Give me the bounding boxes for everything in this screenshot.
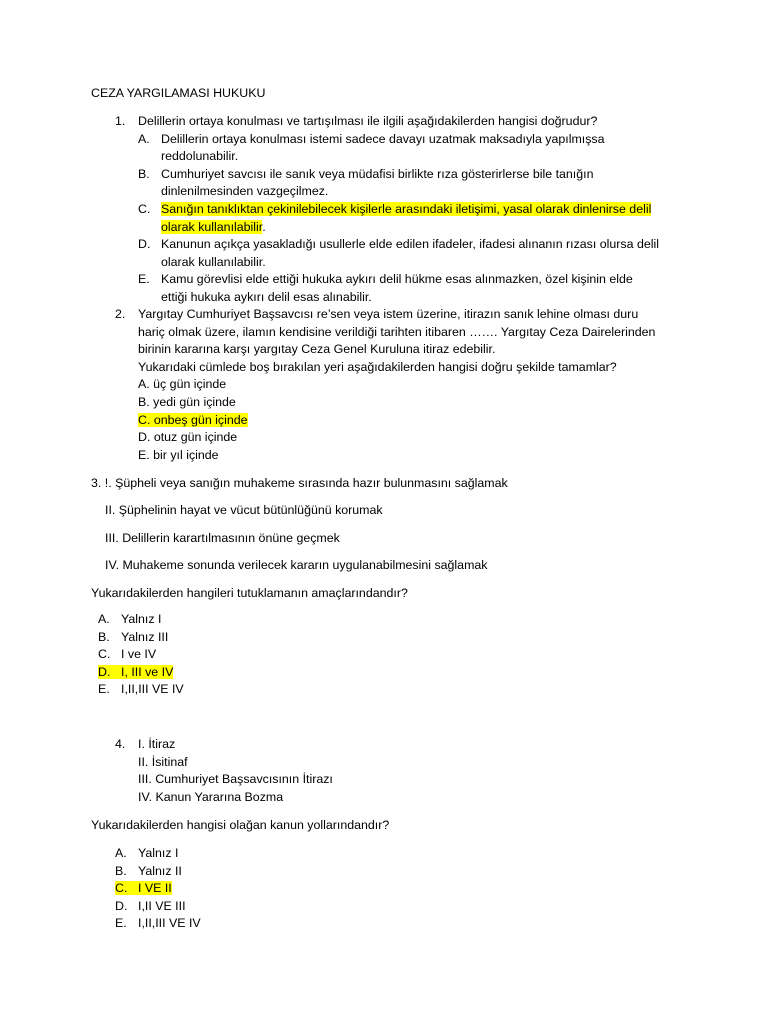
highlighted-answer: Sanığın tanıklıktan çekinilebilecek kişilerle arasındaki iletişimi, yasal olarak dinlenirse delil: [161, 201, 652, 216]
statement-3: III. Delillerin karartılmasının önüne geçmek: [105, 531, 340, 545]
question-text: Yargıtay Cumhuriyet Başsavcısı re’sen veya istem üzerine, itirazın sanık lehine olması duru: [138, 307, 639, 321]
question-stem: Yukarıdaki cümlede boş bırakılan yeri aşağıdakilerden hangisi doğru şekilde tamamlar?: [138, 359, 617, 374]
option-d: D. Kanunun açıkça yasakladığı usullerle elde edilen ifadeler, ifadesi alınanın rızası olursa delil olarak kullanılabilir.: [138, 237, 659, 269]
question-text: birinin kararına karşı yargıtay Ceza Genel Kuruluna itiraz edebilir.: [138, 342, 496, 357]
option-d-answer: [98, 664, 398, 682]
option-b: B. Yalnız II: [115, 863, 182, 878]
option-e: E. bir yıl içinde: [138, 447, 219, 462]
question-number: 4.: [115, 737, 126, 751]
statement-4: IV. Muhakeme sonunda verilecek kararın uygulanabilmesini sağlamak: [105, 558, 488, 572]
question-number: 2.: [115, 307, 126, 321]
option-b: B. Cumhuriyet savcısı ile sanık veya müdafisi birlikte rıza gösterirlerse bile tanığın dinlenilmesinden vazgeçilmez.: [138, 166, 594, 199]
question-stem: Delillerin ortaya konulması ve tartışılması ile ilgili aşağıdakilerden hangisi doğrudur?: [138, 114, 598, 128]
option-a: A. Yalnız I: [115, 846, 179, 860]
question-stem: Yukarıdakilerden hangileri tutuklamanın amaçlarındandır?: [91, 586, 408, 600]
highlighted-answer: olarak kullanılabilir: [161, 219, 263, 234]
statement-2: II. Şüphelinin hayat ve vücut bütünlüğünü korumak: [105, 503, 383, 517]
option-c-answer: C. Sanığın tanıklıktan çekinilebilecek kişilerle arasındaki iletişimi, yasal olarak dinlenirse delil olarak kullanılabilir.: [138, 201, 652, 234]
option-e: E. I,II,III VE IV: [98, 682, 184, 697]
statement-1: 3. !. Şüpheli veya sanığın muhakeme sırasında hazır bulunmasını sağlamak: [91, 476, 508, 490]
question-stem: Yukarıdakilerden hangisi olağan kanun yollarındandır?: [91, 818, 390, 832]
option-b: B. yedi gün içinde: [138, 394, 236, 409]
option-a: A. Yalnız I: [98, 612, 162, 626]
document-title: CEZA YARGILAMASI HUKUKU: [91, 86, 266, 100]
item-3: III. Cumhuriyet Başsavcısının İtirazı: [138, 772, 333, 787]
option-b: B. Yalnız III: [98, 629, 169, 644]
item-1: I. İtiraz: [138, 737, 176, 751]
option-c: C. I ve IV: [98, 647, 157, 662]
question-text: hariç olmak üzere, ilamın kendisine verildiği tarihten itibaren ……. Yargıtay Ceza Dairelerinden: [138, 324, 656, 339]
option-c-answer: [115, 880, 415, 898]
option-e: E. I,II,III VE IV: [115, 916, 201, 931]
option-d: D. otuz gün içinde: [138, 430, 238, 445]
question-number: 1.: [115, 114, 126, 128]
highlighted-answer: C. I VE II: [115, 881, 172, 896]
item-4: IV. Kanun Yararına Bozma: [138, 789, 284, 804]
option-d: D. I,II VE III: [115, 898, 186, 913]
option-a: A. Delillerin ortaya konulması istemi sadece davayı uzatmak maksadıyla yapılmışsa reddolunabilir.: [138, 131, 605, 164]
highlighted-answer: D. I, III ve IV: [98, 664, 174, 679]
option-e: E. Kamu görevlisi elde ettiği hukuka aykırı delil hükme esas alınmazken, özel kişinin elde ettiği hukuka aykırı delil esas alınabilir.: [138, 272, 633, 304]
item-2: II. İsitinaf: [138, 754, 188, 769]
option-c-answer: C. onbeş gün içinde: [138, 412, 248, 427]
option-a: A. üç gün içinde: [138, 377, 227, 392]
